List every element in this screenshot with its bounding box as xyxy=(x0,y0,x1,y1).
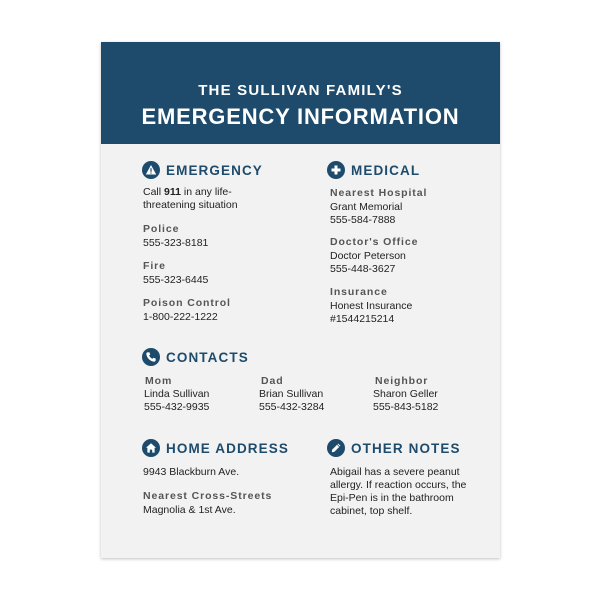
contact-phone-mom: 555-432-9935 xyxy=(144,401,210,413)
doctor-phone: 555-448-3627 xyxy=(330,263,396,275)
contact-phone-neighbor: 555-843-5182 xyxy=(373,401,439,413)
insurance-id: #1544215214 xyxy=(330,313,395,325)
medical-cross-icon xyxy=(327,161,345,179)
contact-name-mom: Linda Sullivan xyxy=(144,388,210,400)
emergency-call-line xyxy=(143,186,232,199)
other-notes-section-title xyxy=(327,438,461,458)
contacts-title-text: CONTACTS xyxy=(166,349,249,365)
home-address-value: 9943 Blackburn Ave. xyxy=(143,466,240,478)
pencil-icon xyxy=(327,439,345,457)
insurance-name: Honest Insurance xyxy=(330,300,413,312)
insurance-label: Insurance xyxy=(330,286,388,298)
header-banner xyxy=(101,42,500,144)
call-prefix: Call xyxy=(143,186,162,198)
police-label: Police xyxy=(143,223,180,235)
emergency-info-card xyxy=(101,42,500,558)
contact-label-neighbor: Neighbor xyxy=(375,375,429,387)
fire-label: Fire xyxy=(143,260,166,272)
contact-name-neighbor: Sharon Geller xyxy=(373,388,438,400)
contact-phone-dad: 555-432-3284 xyxy=(259,401,325,413)
home-address-title-text: HOME ADDRESS xyxy=(166,440,289,456)
emergency-call-line2: threatening situation xyxy=(143,199,238,211)
warning-icon xyxy=(142,161,160,179)
medical-title-text: MEDICAL xyxy=(351,162,421,178)
contact-name-dad: Brian Sullivan xyxy=(259,388,324,400)
poison-control-label: Poison Control xyxy=(143,297,231,309)
contact-label-dad: Dad xyxy=(261,375,284,387)
call-suffix: in any life- xyxy=(183,186,232,198)
family-title: THE SULLIVAN FAMILY'S xyxy=(198,82,403,99)
hospital-name: Grant Memorial xyxy=(330,201,403,213)
cross-streets-label: Nearest Cross-Streets xyxy=(143,490,273,502)
contact-label-mom: Mom xyxy=(145,375,173,387)
house-icon xyxy=(142,439,160,457)
hospital-label: Nearest Hospital xyxy=(330,187,428,199)
other-notes-title-text: OTHER NOTES xyxy=(351,440,461,456)
police-phone: 555-323-8181 xyxy=(143,237,209,249)
notes-line-1: Abigail has a severe peanut xyxy=(330,466,460,478)
call-number: 911 xyxy=(164,186,181,198)
cross-streets-value: Magnolia & 1st Ave. xyxy=(143,504,236,516)
phone-icon xyxy=(142,348,160,366)
poison-control-phone: 1-800-222-1222 xyxy=(143,311,218,323)
emergency-title-text: EMERGENCY xyxy=(166,162,263,178)
medical-section-title xyxy=(327,160,420,180)
notes-line-3: Epi-Pen is in the bathroom xyxy=(330,492,454,504)
home-address-section-title xyxy=(142,438,289,458)
notes-line-2: allergy. If reaction occurs, the xyxy=(330,479,467,491)
contacts-section-title xyxy=(142,347,249,367)
page-title: EMERGENCY INFORMATION xyxy=(141,104,460,129)
fire-phone: 555-323-6445 xyxy=(143,274,209,286)
doctor-name: Doctor Peterson xyxy=(330,250,406,262)
hospital-phone: 555-584-7888 xyxy=(330,214,396,226)
emergency-section-title xyxy=(142,160,263,180)
doctor-label: Doctor's Office xyxy=(330,236,419,248)
notes-line-4: cabinet, top shelf. xyxy=(330,505,413,517)
